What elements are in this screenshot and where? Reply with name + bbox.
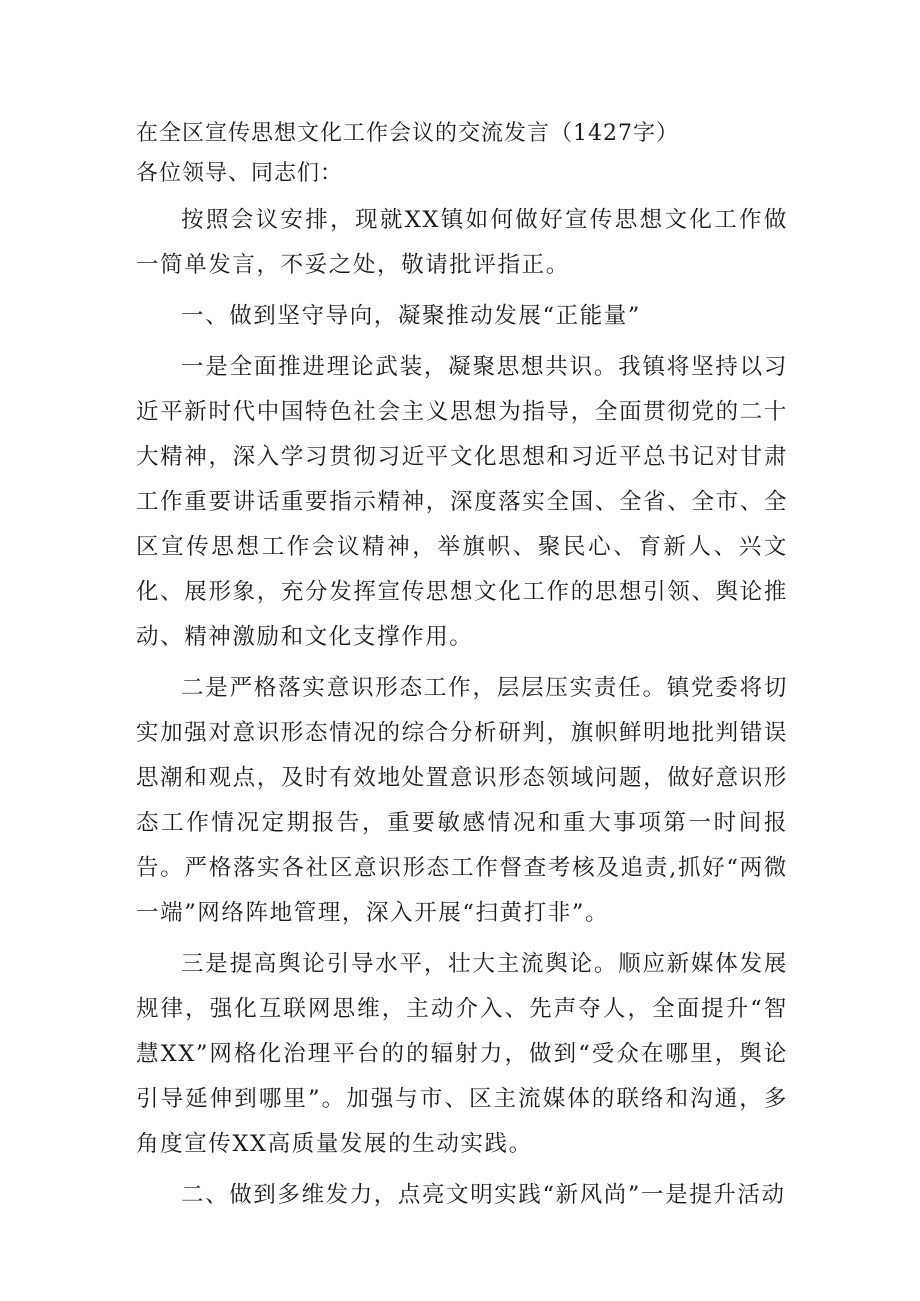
paragraph-intro: 按照会议安排，现就XX镇如何做好宣传思想文化工作做一简单发言，不妥之处，敬请批评指正。 [136, 207, 788, 278]
document-title: 在全区宣传思想文化工作会议的交流发言（1427字） [136, 121, 679, 146]
paragraph-theory: 一是全面推进理论武装，凝聚思想共识。我镇将坚持以习近平新时代中国特色社会主义思想为指导，全面贯彻党的二十大精神，深入学习贯彻习近平文化思想和习近平总书记对甘肃工作重要讲话重要指示精神，深度落实全国、全省、全市、全区宣传思想工作会议精神，举旗帜、聚民心、育新人、兴文化、展形象，充分发挥宣传思想文化工作的思想引领、舆论推动、精神激励和文化支撑作用。 [136, 354, 788, 650]
document-body [136, 114, 788, 1224]
paragraph-public-opinion: 三是提高舆论引导水平，壮大主流舆论。顺应新媒体发展规律，强化互联网思维，主动介入、先声夺人，全面提升“智慧XX”网格化治理平台的的辐射力，做到“受众在哪里，舆论引导延伸到哪里”。加强与市、区主流媒体的联络和沟通，多角度宣传XX高质量发展的生动实践。 [136, 951, 788, 1157]
paragraph-ideology: 二是严格落实意识形态工作，层层压实责任。镇党委将切实加强对意识形态情况的综合分析研判，旗帜鲜明地批判错误思潮和观点，及时有效地处置意识形态领域问题，做好意识形态工作情况定期报告，重要敏感情况和重大事项第一时间报告。严格落实各社区意识形态工作督查考核及追责,抓好“两微一端”网络阵地管理，深入开展“扫黄打非”。 [136, 675, 788, 926]
section-heading-2: 二、做到多维发力，点亮文明实践“新风尚”一是提升活动 [181, 1182, 786, 1208]
salutation: 各位领导、同志们： [136, 161, 344, 186]
section-heading-1: 一、做到坚守导向，凝聚推动发展“正能量” [181, 303, 642, 329]
